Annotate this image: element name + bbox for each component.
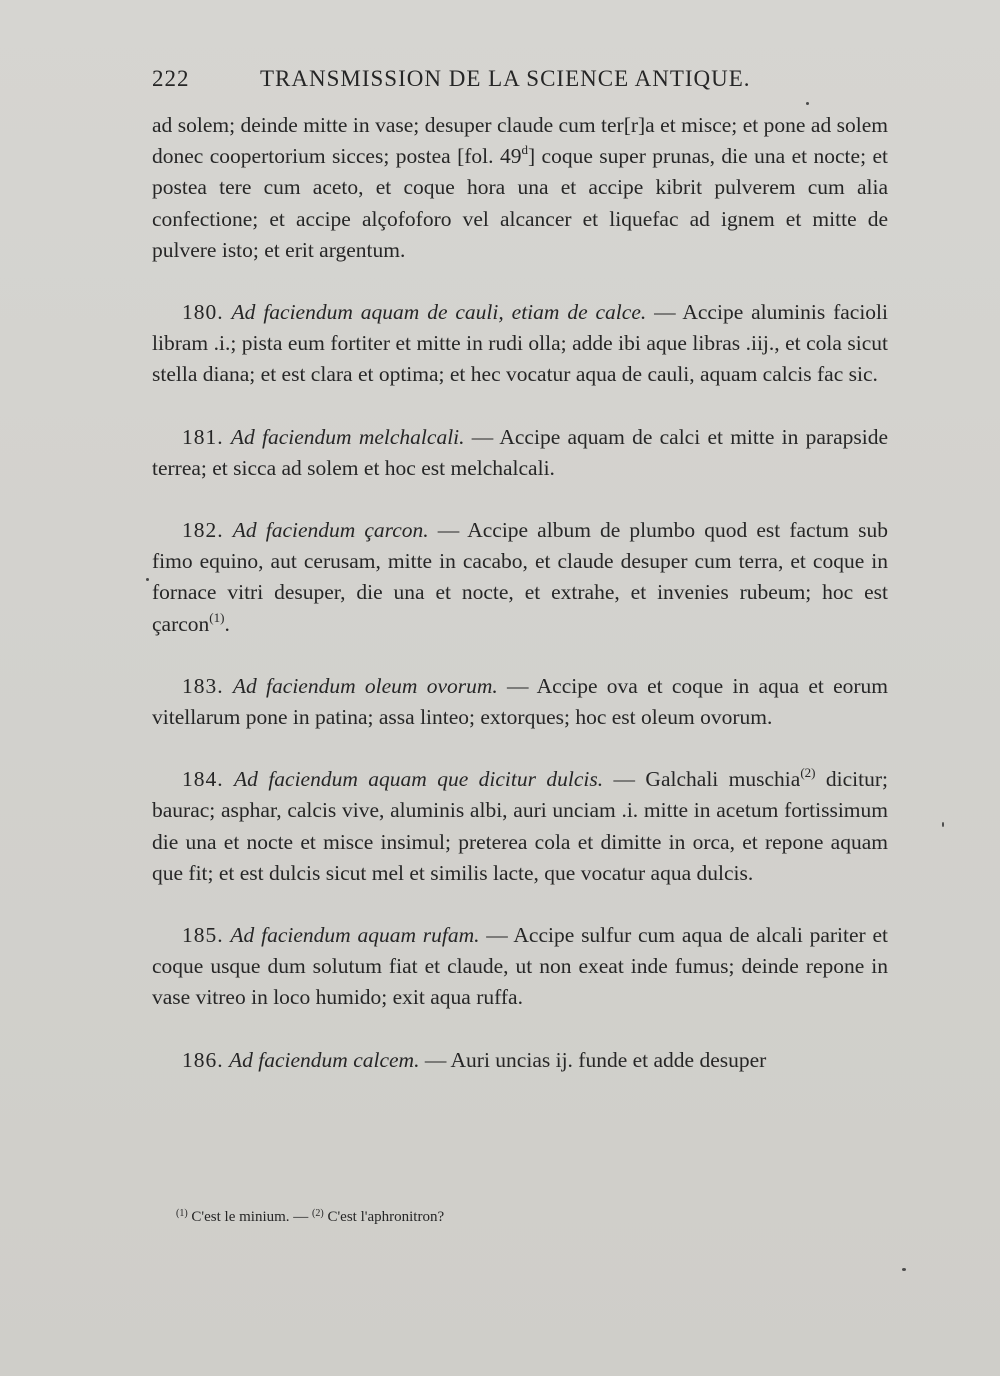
footnote-mark-2: (2) <box>312 1208 324 1219</box>
entry-text: — Accipe ova et coque in aqua et eorum vitellarum pone in patina; assa linteo; extorques; hoc est oleum ovorum. <box>152 673 889 730</box>
entry-text: — Galchali muschia <box>613 767 801 792</box>
entry-184: 184. Ad faciendum aquam que dicitur dulcis. — Galchali muschia$^{(2)}$ dicitur; baurac; asphar, calcis vive, aluminis albi, auri unciam .i. mitte in acetum fortissimum die una et nocte et misce insimul; preterea cola et dimitte in orca, et repone aquam que fit; et est dulcis sicut mel et similis lacte, que vocatur aqua dulcis. <box>152 765 888 885</box>
entry-number: 186. <box>182 1047 224 1072</box>
entry-183 <box>152 671 888 733</box>
dust-speck <box>806 102 809 105</box>
entry-186 <box>152 1045 888 1076</box>
footnotes <box>176 1207 876 1227</box>
entry-number: 185. <box>182 923 224 948</box>
entry-text: — Accipe album de plumbo quod est factum sub fimo equino, aut cerusam, mitte in cacabo, et claude desuper cum terra, et coque in fornace vitri desuper, die una et nocte, et extrahe, et invenies rubeum; hoc est çarcon <box>152 518 888 636</box>
footnote-2: C'est l'aphronitron? <box>323 1209 445 1225</box>
entry-182: 182. Ad faciendum çarcon. — Accipe album de plumbo quod est factum sub fimo equino, aut cerusam, mitte in cacabo, et claude desuper cum terra, et coque in fornace vitri desuper, die una et nocte, et extrahe, et invenies rubeum; hoc est çarcon$^{(1)}$. <box>152 518 888 636</box>
dust-speck <box>902 1268 906 1271</box>
entry-185 <box>152 920 888 1014</box>
folio-superscript: d <box>521 142 528 158</box>
page-number: 222 <box>152 66 190 91</box>
dust-speck <box>146 578 149 581</box>
page-header <box>152 66 888 102</box>
dust-speck <box>942 822 944 827</box>
entry-text: — Accipe aquam de calci et mitte in parapside terrea; et sicca ad solem et hoc est melchalcali. <box>152 424 889 480</box>
entry-number: 184. <box>182 767 224 792</box>
footnote-1: C'est le minium. — <box>187 1209 313 1225</box>
footnote-ref-1: (1) <box>209 609 225 625</box>
entry-number: 180. <box>182 300 224 325</box>
entry-title: Ad faciendum melchalcali. <box>230 424 465 449</box>
entry-181 <box>152 422 888 484</box>
body-text <box>152 110 888 1076</box>
entry-title: Ad faciendum calcem. <box>229 1047 420 1072</box>
entry-180 <box>152 297 888 391</box>
entry-title: Ad faciendum aquam rufam. <box>230 923 480 948</box>
intro-paragraph: ad solem; deinde mitte in vase; desuper claude cum ter[r]a et misce; et pone ad solem donec coopertorium sicces; postea [fol. 49$^d$] coque super prunas, die una et nocte; et postea tere cum aceto, et coque hora una et accipe kibrit pulverem cum alia confectione; et accipe alçofoforo vel alcancer et liquefac ad ignem et mitte de pulvere isto; et erit argentum. <box>152 113 888 262</box>
entry-title: Ad faciendum aquam de cauli, etiam de calce. <box>231 300 647 325</box>
entry-number: 181. <box>182 424 224 449</box>
footnote-mark-1: (1) <box>176 1208 188 1219</box>
entry-text: — Auri uncias ij. funde et adde desuper <box>424 1047 767 1072</box>
running-title: TRANSMISSION DE LA SCIENCE ANTIQUE. <box>260 66 751 91</box>
entry-title: Ad faciendum çarcon. <box>232 518 429 543</box>
entry-text: — Accipe aluminis facioli libram .i.; pista eum fortiter et mitte in rudi olla; adde ibi aque libras .iij., et cola sicut stella diana; et est clara et optima; et hec vocatur aqua de cauli, aquam calcis fac sic. <box>152 300 888 387</box>
entry-number: 183. <box>182 673 224 698</box>
entry-number: 182. <box>182 518 224 543</box>
entry-title: Ad faciendum aquam que dicitur dulcis. <box>234 767 604 792</box>
entry-title: Ad faciendum oleum ovorum. <box>232 673 498 698</box>
entry-text: — Accipe sulfur cum aqua de alcali pariter et coque usque dum solutum fiat et claude, ut non exeat inde fumus; deinde repone in vase vitreo in loco humido; exit aqua ruffa. <box>152 923 889 1010</box>
footnote-ref-2: (2) <box>800 765 816 781</box>
